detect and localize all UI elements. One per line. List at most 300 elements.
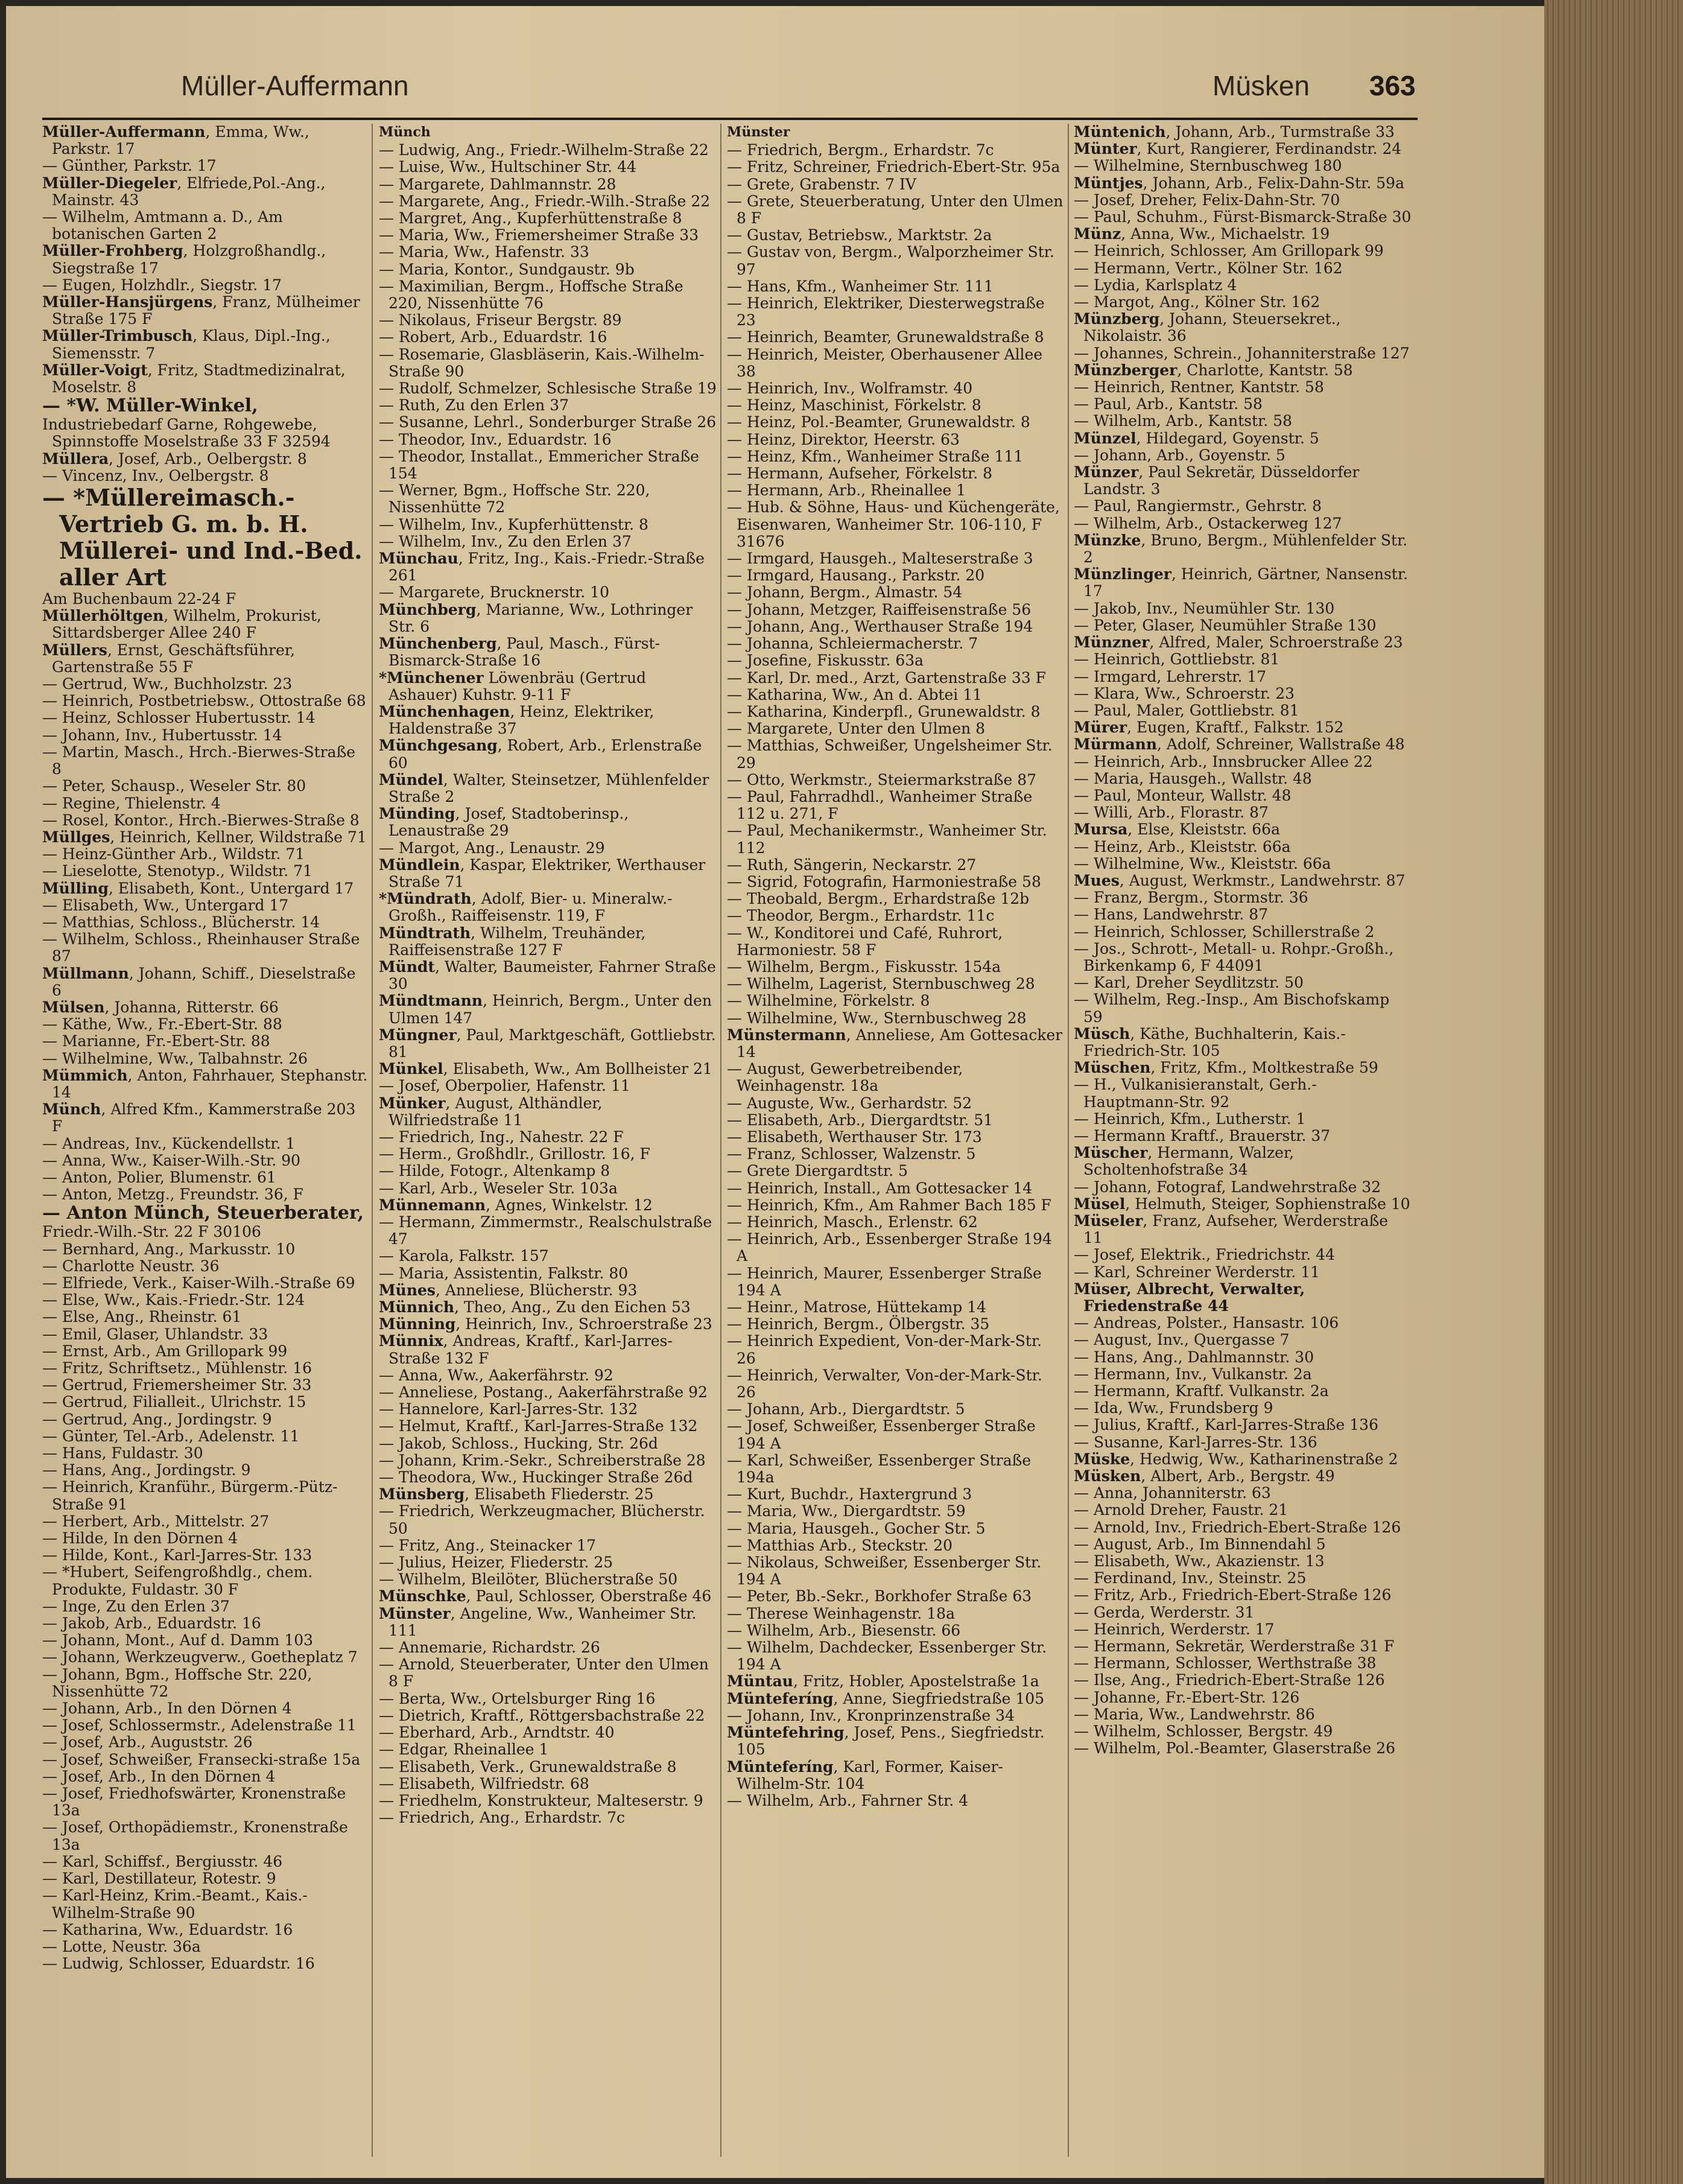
directory-entry: — Gustav von, Bergm., Walporzheimer Str. 97 (727, 243, 1054, 278)
directory-entry: — Ludwig, Schlosser, Eduardstr. 16 (42, 1955, 315, 1973)
directory-entry: — Elisabeth, Ww., Untergard 17 (42, 896, 289, 914)
directory-entry: — Ludwig, Ang., Friedr.-Wilhelm-Straße 22 (379, 141, 709, 159)
directory-entry: Münch, Alfred Kfm., Kammerstraße 203 F (42, 1100, 356, 1135)
directory-entry: — Wilhelm, Pol.-Beamter, Glaserstraße 26 (1074, 1739, 1396, 1757)
directory-entry: — Paul, Maler, Gottliebstr. 81 (1074, 701, 1299, 719)
directory-entry: — W., Konditorei und Café, Ruhrort, Harmoniestr. 58 F (727, 924, 1003, 959)
directory-entry: — Heinrich, Bergm., Ölbergstr. 35 (727, 1315, 990, 1333)
directory-entry: — Jos., Schrott-, Metall- u. Rohpr.-Großh., Birkenkamp 6, F 44091 (1074, 939, 1394, 974)
directory-entry: — Elisabeth, Ww., Akazienstr. 13 (1074, 1552, 1325, 1570)
column-1 (42, 124, 368, 2157)
directory-entry: Müllerhöltgen, Wilhelm, Prokurist, Sittardsberger Allee 240 F (42, 607, 322, 642)
directory-entry: Müntefehring, Josef, Pens., Siegfriedstr. 105 (727, 1724, 1045, 1759)
column-divider (720, 124, 721, 2157)
directory-entry: Münsberg, Elisabeth Fliederstr. 25 (379, 1485, 654, 1503)
directory-entry: Müller-Voigt, Fritz, Stadtmedizinalrat, Moselstr. 8 (42, 361, 346, 396)
directory-entry: — Theobald, Bergm., Erhardstraße 12b (727, 890, 1030, 908)
directory-entry: — Karl, Dreher Seydlitzstr. 50 (1074, 974, 1304, 992)
directory-entry: Mues, August, Werkmstr., Landwehrstr. 87 (1074, 871, 1406, 889)
directory-entry: — Heinrich, Kfm., Lutherstr. 1 (1074, 1109, 1306, 1128)
directory-entry: — Hannelore, Karl-Jarres-Str. 132 (379, 1400, 638, 1418)
directory-entry: — Josef, Dreher, Felix-Dahn-Str. 70 (1074, 191, 1340, 209)
directory-entry: — Andreas, Polster., Hansastr. 106 (1074, 1314, 1339, 1332)
directory-entry: Müngner, Paul, Marktgeschäft, Gottliebstr. 81 (379, 1026, 716, 1061)
directory-entry: — Heinrich, Kfm., Am Rahmer Bach 185 F (727, 1196, 1051, 1214)
directory-entry: — Fritz, Schriftsetz., Mühlenstr. 16 (42, 1359, 312, 1377)
directory-entry: — Karl, Schweißer, Essenberger Straße 194a (727, 1451, 1032, 1487)
directory-entry: — Hermann, Arb., Rheinallee 1 (727, 481, 966, 500)
directory-entry: — Wilhelm, Schloss., Rheinhauser Straße 87 (42, 930, 360, 965)
directory-entry: — Peter, Bb.-Sekr., Borkhofer Straße 63 (727, 1587, 1032, 1605)
directory-entry: — Margarete, Unter den Ulmen 8 (727, 720, 986, 738)
directory-entry: — Matthias Arb., Steckstr. 20 (727, 1536, 953, 1554)
directory-entry: Münzlinger, Heinrich, Gärtner, Nansenstr. 17 (1074, 565, 1408, 600)
directory-entry: — Auguste, Ww., Gerhardstr. 52 (727, 1094, 972, 1112)
directory-entry: — August, Gewerbetreibender, Weinhagenstr. 18a (727, 1060, 963, 1095)
directory-entry: Münker, August, Althändler, Wilfriedstraße 11 (379, 1094, 603, 1129)
directory-entry: — Johann, Metzger, Raiffeisenstraße 56 (727, 600, 1032, 618)
directory-entry: — Else, Ang., Rheinstr. 61 (42, 1308, 242, 1326)
directory-entry: *Mündrath, Adolf, Bier- u. Mineralw.-Großh., Raiffeisenstr. 119, F (379, 890, 673, 925)
directory-entry: Münster, Angeline, Ww., Wanheimer Str. 111 (379, 1604, 697, 1639)
directory-entry: — Nikolaus, Friseur Bergstr. 89 (379, 311, 622, 329)
directory-entry: — Johann, Arb., Goyenstr. 5 (1074, 446, 1285, 464)
directory-entry: — *Hubert, Seifengroßhdlg., chem. Produkte, Fuldastr. 30 F (42, 1563, 313, 1598)
directory-entry: — Hub. & Söhne, Haus- und Küchengeräte, Eisenwaren, Wanheimer Str. 106-110, F 31676 (727, 498, 1060, 550)
directory-entry: — Anton, Metzg., Freundstr. 36, F (42, 1186, 303, 1204)
directory-entry: — Arnold Dreher, Faustr. 21 (1074, 1501, 1288, 1519)
directory-entry: — Heinrich, Beamter, Grunewaldstraße 8 (727, 328, 1044, 346)
column-divider (372, 124, 373, 2157)
directory-entry: Münzer, Paul Sekretär, Düsseldorfer Landstr. 3 (1074, 463, 1360, 498)
directory-entry: — Gertrud, Ang., Jordingstr. 9 (42, 1410, 272, 1428)
directory-entry: — Jakob, Arb., Eduardstr. 16 (42, 1614, 261, 1633)
header-left-entry: Müller-Auffermann (181, 70, 409, 101)
directory-entry: — Grete, Steuerberatung, Unter den Ulmen 8 F (727, 192, 1063, 227)
directory-entry: — Johann, Inv., Hubertusstr. 14 (42, 726, 282, 744)
directory-entry: — Klara, Ww., Schroerstr. 23 (1074, 684, 1295, 702)
directory-entry: — Katharina, Kinderpfl., Grunewaldstr. 8 (727, 702, 1041, 720)
directory-entry: Müllges, Heinrich, Kellner, Wildstraße 71 (42, 828, 367, 846)
directory-entry: — Katharina, Ww., An d. Abtei 11 (727, 685, 983, 703)
directory-entry: — Fritz, Schreiner, Friedrich-Ebert-Str. 95a (727, 158, 1060, 176)
directory-entry: Münzel, Hildegard, Goyenstr. 5 (1074, 429, 1319, 447)
directory-entry: Mursa, Else, Kleiststr. 66a (1074, 821, 1280, 839)
directory-entry: — Heinr., Matrose, Hüttekamp 14 (727, 1298, 987, 1316)
directory-entry: — Paul, Mechanikermstr., Wanheimer Str. 112 (727, 822, 1047, 857)
directory-entry: — Johann, Inv., Kronprinzenstraße 34 (727, 1706, 1015, 1724)
directory-entry: — Josef, Schweißer, Fransecki-straße 15a (42, 1750, 361, 1768)
directory-entry: — Friedrich, Bergm., Erhardstr. 7c (727, 141, 994, 159)
directory-entry: — Theodor, Inv., Eduardstr. 16 (379, 430, 612, 448)
directory-entry: — Emil, Glaser, Uhlandstr. 33 (42, 1325, 268, 1343)
directory-entry: — Andreas, Inv., Kückendellstr. 1 (42, 1134, 296, 1152)
directory-entry: — Gertrud, Ww., Buchholzstr. 23 (42, 675, 293, 693)
column-running-head: Münster (727, 124, 790, 140)
directory-entry: — Wilhelm, Lagerist, Sternbuschweg 28 (727, 975, 1035, 993)
directory-entry: — Josef, Schlossermstr., Adelenstraße 11 (42, 1716, 357, 1735)
directory-entry: Müske, Hedwig, Ww., Katharinenstraße 2 (1074, 1450, 1398, 1468)
directory-entry: — Heinz, Arb., Kleiststr. 66a (1074, 837, 1291, 856)
directory-entry: Münzberg, Johann, Steuersekret., Nikolaistr. 36 (1074, 310, 1341, 345)
directory-entry: — Gertrud, Filialleit., Ulrichstr. 15 (42, 1393, 306, 1411)
directory-entry: Müntau, Fritz, Hobler, Apostelstraße 1a (727, 1672, 1039, 1690)
column-3 (727, 124, 1065, 2157)
directory-entry: — Wilhelm, Inv., Zu den Erlen 37 (379, 532, 632, 550)
directory-entry: — Charlotte Neustr. 36 (42, 1257, 220, 1275)
directory-entry: — Elisabeth, Verk., Grunewaldstraße 8 (379, 1757, 677, 1776)
directory-entry: Müntjes, Johann, Arb., Felix-Dahn-Str. 59a (1074, 174, 1404, 192)
directory-entry: — Margot, Ang., Lenaustr. 29 (379, 839, 605, 857)
column-4 (1074, 124, 1412, 2157)
directory-entry: — Wilhelm, Reg.-Insp., Am Bischofskamp 59 (1074, 991, 1390, 1026)
directory-entry: — Grete, Grabenstr. 7 IV (727, 175, 916, 193)
directory-entry: Münnix, Andreas, Kraftf., Karl-Jarres-Straße 132 F (379, 1332, 673, 1367)
directory-entry: — Irmgard, Hausang., Parkstr. 20 (727, 567, 985, 585)
directory-entry: Münchau, Fritz, Ing., Kais.-Friedr.-Straße 261 (379, 550, 705, 585)
directory-entry: — Annemarie, Richardstr. 26 (379, 1639, 600, 1657)
directory-entry: Münzner, Alfred, Maler, Schroerstraße 23 (1074, 633, 1403, 652)
directory-entry: — Robert, Arb., Eduardstr. 16 (379, 328, 607, 346)
directory-entry: Münzberger, Charlotte, Kantstr. 58 (1074, 361, 1353, 379)
directory-entry: — Hilde, Fotogr., Altenkamp 8 (379, 1162, 610, 1180)
directory-entry: Müllers, Ernst, Geschäftsführer, Gartenstraße 55 F (42, 641, 296, 676)
directory-entry: — Hermann, Kraftf. Vulkanstr. 2a (1074, 1382, 1329, 1400)
directory-entry: Industriebedarf Garne, Rohgewebe, Spinnstoffe Moselstraße 33 F 32594 (42, 416, 331, 451)
directory-entry: Mündlein, Kaspar, Elektriker, Werthauser Straße 71 (379, 856, 706, 890)
directory-entry: — Maria, Ww., Landwehrstr. 86 (1074, 1705, 1315, 1723)
directory-entry: — August, Arb., Im Binnendahl 5 (1074, 1535, 1326, 1553)
directory-entry: — Johannes, Schrein., Johanniterstraße 127 (1074, 344, 1410, 362)
directory-entry: Münteferíng, Anne, Siegfriedstraße 105 (727, 1689, 1045, 1707)
directory-entry: — Friedrich, Ang., Erhardstr. 7c (379, 1809, 626, 1827)
directory-entry: — Josef, Friedhofswärter, Kronenstraße 13a (42, 1785, 346, 1820)
directory-entry: — Friedhelm, Konstrukteur, Malteserstr. 9 (379, 1791, 703, 1809)
directory-entry: Müller-Hansjürgens, Franz, Mülheimer Straße 175 F (42, 293, 360, 328)
directory-entry: — Theodor, Installat., Emmericher Straße 154 (379, 447, 699, 483)
directory-entry: — Ruth, Sängerin, Neckarstr. 27 (727, 856, 977, 874)
directory-entry: — Eugen, Holzhdlr., Siegstr. 17 (42, 276, 282, 294)
directory-entry: — Maria, Hausgeh., Wallstr. 48 (1074, 769, 1312, 787)
directory-entry: — Elisabeth, Werthauser Str. 173 (727, 1128, 982, 1146)
directory-entry: — Hermann, Vertr., Kölner Str. 162 (1074, 259, 1343, 277)
directory-entry: — Eberhard, Arb., Arndtstr. 40 (379, 1724, 615, 1742)
directory-entry: — Günter, Tel.-Arb., Adelenstr. 11 (42, 1427, 300, 1445)
directory-entry: — Heinrich, Schlosser, Schillerstraße 2 (1074, 922, 1375, 941)
directory-entry: — Susanne, Karl-Jarres-Str. 136 (1074, 1433, 1317, 1451)
directory-entry: — Günther, Parkstr. 17 (42, 157, 217, 175)
directory-entry: — Gerda, Werderstr. 31 (1074, 1603, 1255, 1621)
directory-entry: — Lotte, Neustr. 36a (42, 1937, 201, 1955)
directory-entry: Müller-Diegeler, Elfriede,Pol.-Ang., Mainstr. 43 (42, 174, 326, 209)
directory-entry: — Susanne, Lehrl., Sonderburger Straße 26 (379, 413, 717, 431)
directory-entry: — Grete Diergardtstr. 5 (727, 1162, 908, 1180)
directory-entry: — Wilhelmine, Förkelstr. 8 (727, 992, 930, 1010)
directory-entry: Friedr.-Wilh.-Str. 22 F 30106 (42, 1223, 261, 1241)
directory-entry: — Margarete, Dahlmannstr. 28 (379, 175, 616, 193)
directory-entry: — Ferdinand, Inv., Steinstr. 25 (1074, 1569, 1307, 1587)
directory-entry: — Anton, Polier, Blumenstr. 61 (42, 1168, 276, 1186)
directory-entry: — Wilhelmine, Ww., Sternbuschweg 28 (727, 1009, 1027, 1027)
directory-entry: — Gertrud, Friemersheimer Str. 33 (42, 1376, 312, 1394)
directory-entry: — Heinrich, Arb., Innsbrucker Allee 22 (1074, 752, 1373, 770)
directory-entry: — Margret, Ang., Kupferhüttenstraße 8 (379, 209, 682, 227)
directory-entry: — Jakob, Schloss., Hucking, Str. 26d (379, 1434, 658, 1452)
directory-entry: Am Buchenbaum 22-24 F (42, 590, 236, 608)
directory-entry: — Heinrich, Rentner, Kantstr. 58 (1074, 378, 1324, 396)
directory-entry: — Heinrich Expedient, Von-der-Mark-Str. 26 (727, 1332, 1042, 1367)
directory-entry: — Josefine, Fiskusstr. 63a (727, 652, 924, 670)
directory-entry: Münstermann, Anneliese, Am Gottesacker 14 (727, 1026, 1063, 1061)
directory-entry: — Theodor, Bergm., Erhardstr. 11c (727, 907, 995, 925)
directory-entry: — Hilde, In den Dörnen 4 (42, 1529, 238, 1548)
directory-entry: Münschke, Paul, Schlosser, Oberstraße 46 (379, 1587, 712, 1605)
directory-entry: Müser, Albrecht, Verwalter, Friedenstraße 44 (1074, 1280, 1305, 1315)
directory-entry: — Edgar, Rheinallee 1 (379, 1741, 549, 1759)
directory-entry: — Elisabeth, Wilfriedstr. 68 (379, 1774, 589, 1792)
directory-entry: — Johann, Werkzeugverw., Goetheplatz 7 (42, 1648, 358, 1666)
directory-entry: — Willi, Arb., Florastr. 87 (1074, 804, 1269, 822)
directory-entry: — Fritz, Ang., Steinacker 17 (379, 1536, 596, 1554)
directory-entry: Müllera, Josef, Arb., Oelbergstr. 8 (42, 449, 307, 468)
directory-entry: — Friedrich, Ing., Nahestr. 22 F (379, 1128, 624, 1146)
directory-entry: — Jakob, Inv., Neumühler Str. 130 (1074, 599, 1335, 617)
directory-entry: Münnemann, Agnes, Winkelstr. 12 (379, 1196, 653, 1214)
directory-entry: — Karl, Schiffsf., Bergiusstr. 46 (42, 1852, 283, 1870)
directory-entry: Mündel, Walter, Steinsetzer, Mühlenfelder Straße 2 (379, 770, 709, 805)
directory-entry: — Berta, Ww., Ortelsburger Ring 16 (379, 1689, 656, 1707)
directory-entry: — H., Vulkanisieranstalt, Gerh.-Hauptmann-Str. 92 (1074, 1076, 1317, 1111)
directory-entry: — Wilhelm, Arb., Kantstr. 58 (1074, 412, 1293, 430)
directory-entry: — Herbert, Arb., Mittelstr. 27 (42, 1512, 270, 1530)
directory-entry: — Matthias, Schloss., Blücherstr. 14 (42, 913, 320, 931)
directory-entry: — Käthe, Ww., Fr.-Ebert-Str. 88 (42, 1015, 282, 1033)
directory-entry: — Dietrich, Kraftf., Röttgersbachstraße 22 (379, 1706, 705, 1724)
directory-entry: — Fritz, Arb., Friedrich-Ebert-Straße 126 (1074, 1586, 1392, 1604)
directory-entry: — Anton Münch, Steuerberater, (42, 1202, 364, 1224)
directory-entry: — Karl, Destillateur, Rotestr. 9 (42, 1870, 276, 1888)
directory-entry: — Maria, Ww., Friemersheimer Straße 33 (379, 226, 699, 244)
directory-entry: — Heinrich, Verwalter, Von-der-Mark-Str. 26 (727, 1366, 1042, 1402)
directory-entry: — Wilhelmine, Sternbuschweg 180 (1074, 157, 1342, 175)
directory-entry: — Rudolf, Schmelzer, Schlesische Straße 19 (379, 379, 717, 398)
directory-entry: — Hermann, Aufseher, Förkelstr. 8 (727, 465, 993, 483)
directory-entry: — Arnold, Inv., Friedrich-Ebert-Straße 126 (1074, 1518, 1401, 1536)
directory-entry: — Wilhelm, Schlosser, Bergstr. 49 (1074, 1722, 1333, 1741)
directory-entry: — Franz, Bergm., Stormstr. 36 (1074, 889, 1308, 907)
directory-entry: — Lydia, Karlsplatz 4 (1074, 276, 1237, 294)
directory-page (6, 6, 1544, 2178)
directory-entry: — Johann, Fotograf, Landwehrstraße 32 (1074, 1178, 1381, 1196)
directory-entry: — Wilhelm, Dachdecker, Essenberger Str. 194 A (727, 1639, 1047, 1674)
directory-entry: — Heinz, Direktor, Heerstr. 63 (727, 430, 960, 448)
directory-entry: — Wilhelmine, Ww., Talbahnstr. 26 (42, 1049, 308, 1067)
directory-entry: — Helmut, Kraftf., Karl-Jarres-Straße 132 (379, 1417, 698, 1435)
directory-entry: Münning, Heinrich, Inv., Schroerstraße 23 (379, 1315, 712, 1333)
directory-entry: Müscher, Hermann, Walzer, Scholtenhofstraße 34 (1074, 1144, 1295, 1179)
directory-entry: Mülsen, Johanna, Ritterstr. 66 (42, 998, 279, 1016)
page-header (42, 63, 1418, 120)
directory-entry: — Johann, Ang., Werthauser Straße 194 (727, 617, 1033, 635)
directory-entry: — Hans, Fuldastr. 30 (42, 1444, 203, 1462)
directory-entry: — Josef, Schweißer, Essenberger Straße 194 A (727, 1417, 1036, 1452)
directory-entry: Mündt, Walter, Baumeister, Fahrner Straße 30 (379, 957, 716, 993)
header-right-entry: Müsken (1212, 70, 1310, 101)
directory-entry: — Hermann, Sekretär, Werderstraße 31 F (1074, 1637, 1395, 1655)
directory-entry: — Wilhelm, Arb., Fahrner Str. 4 (727, 1791, 969, 1809)
directory-entry: — Margot, Ang., Kölner Str. 162 (1074, 293, 1320, 311)
directory-entry: — Anna, Johanniterstr. 63 (1074, 1484, 1271, 1502)
directory-entry: — Ernst, Arb., Am Grillopark 99 (42, 1342, 288, 1360)
directory-entry: Münchenhagen, Heinz, Elektriker, Haldenstraße 37 (379, 702, 654, 738)
directory-entry: — Heinrich, Meister, Oberhausener Allee 38 (727, 345, 1043, 380)
directory-entry: — Josef, Orthopädiemstr., Kronenstraße 13a (42, 1818, 348, 1853)
directory-entry: — Otto, Werkmstr., Steiermarkstraße 87 (727, 770, 1037, 789)
directory-entry: — Hermann Kraftf., Brauerstr. 37 (1074, 1126, 1331, 1144)
directory-entry: — Inge, Zu den Erlen 37 (42, 1597, 230, 1615)
directory-entry: Münchenberg, Paul, Masch., Fürst-Bismarck-Straße 16 (379, 635, 661, 670)
directory-entry: — Anna, Ww., Aakerfährstr. 92 (379, 1366, 613, 1384)
directory-entry: — Else, Ww., Kais.-Friedr.-Str. 124 (42, 1291, 305, 1309)
directory-entry: — Josef, Elektrik., Friedrichstr. 44 (1074, 1246, 1335, 1264)
directory-entry: Müseler, Franz, Aufseher, Werderstraße 11 (1074, 1212, 1389, 1247)
directory-entry: — Heinrich, Maurer, Essenberger Straße 194 A (727, 1264, 1042, 1299)
directory-entry: — Hans, Ang., Dahlmannstr. 30 (1074, 1348, 1314, 1366)
directory-entry: Müller-Frohberg, Holzgroßhandlg., Siegstraße 17 (42, 242, 326, 277)
directory-entry: — Maria, Kontor., Sundgaustr. 9b (379, 260, 635, 278)
directory-entry: — Wilhelm, Inv., Kupferhüttenstr. 8 (379, 515, 648, 533)
directory-entry: — Matthias, Schweißer, Ungelsheimer Str. 29 (727, 737, 1053, 772)
directory-entry: — Ruth, Zu den Erlen 37 (379, 396, 569, 414)
directory-entry: — Katharina, Ww., Eduardstr. 16 (42, 1920, 293, 1938)
directory-entry: Münchberg, Marianne, Ww., Lothringer Str. 6 (379, 600, 693, 635)
directory-entry: — Heinz, Kfm., Wanheimer Straße 111 (727, 447, 1024, 465)
directory-entry: Müllmann, Johann, Schiff., Dieselstraße 6 (42, 964, 356, 999)
directory-entry: — August, Inv., Quergasse 7 (1074, 1331, 1290, 1349)
column-divider (1068, 124, 1069, 2157)
book-page-edges (1544, 0, 1683, 2184)
directory-entry: Mümmich, Anton, Fahrhauer, Stephanstr. 14 (42, 1066, 368, 1101)
directory-entry: Müsel, Helmuth, Steiger, Sophienstraße 10 (1074, 1195, 1410, 1213)
directory-entry: — *Müllereimasch.-Vertrieb G. m. b. H. Müllerei- und Ind.-Bed. aller Art (42, 484, 363, 591)
directory-entry: — Johann, Mont., Auf d. Damm 103 (42, 1631, 314, 1649)
directory-entry: Mürer, Eugen, Kraftf., Falkstr. 152 (1074, 719, 1344, 737)
directory-entry: *Münchener Löwenbräu (Gertrud Ashauer) Kuhstr. 9-11 F (379, 668, 647, 703)
directory-entry: — Anneliese, Postang., Aakerfährstraße 92 (379, 1383, 708, 1402)
directory-entry: — Maria, Ww., Hafenstr. 33 (379, 243, 589, 261)
directory-entry: — Arnold, Steuerberater, Unter den Ulmen 8 F (379, 1655, 709, 1690)
directory-entry: — Therese Weinhagenstr. 18a (727, 1604, 955, 1622)
directory-entry: — Peter, Schausp., Weseler Str. 80 (42, 777, 306, 795)
directory-entry: — Wilhelm, Bleilöter, Blücherstraße 50 (379, 1570, 678, 1589)
directory-entry: Müntenich, Johann, Arb., Turmstraße 33 (1074, 124, 1395, 141)
directory-entry: — Martin, Masch., Hrch.-Bierwes-Straße 8 (42, 743, 356, 778)
column-2 (379, 124, 717, 2157)
directory-entry: — Bernhard, Ang., Markusstr. 10 (42, 1240, 296, 1258)
column-running-head: Münch (379, 124, 431, 140)
directory-entry: — Julius, Heizer, Fliederstr. 25 (379, 1554, 613, 1572)
directory-entry: Münnich, Theo, Ang., Zu den Eichen 53 (379, 1298, 691, 1316)
directory-entry: — Heinrich, Install., Am Gottesacker 14 (727, 1179, 1033, 1197)
directory-entry: — Friedrich, Werkzeugmacher, Blücherstr. 50 (379, 1502, 705, 1537)
directory-entry: — Julius, Kraftf., Karl-Jarres-Straße 136 (1074, 1416, 1378, 1434)
directory-entry: — Heinrich, Postbetriebsw., Ottostraße 68 (42, 692, 366, 710)
directory-entry: — Johanna, Schleiermacherstr. 7 (727, 635, 978, 653)
directory-entry: — Margarete, Brucknerstr. 10 (379, 583, 609, 602)
directory-entry: — Elisabeth, Arb., Diergardtstr. 51 (727, 1111, 994, 1129)
directory-entry: Münkel, Elisabeth, Ww., Am Bollheister 21 (379, 1060, 712, 1078)
directory-entry: Münzke, Bruno, Bergm., Mühlenfelder Str. 2 (1074, 531, 1408, 567)
directory-entry: — Heinrich, Masch., Erlenstr. 62 (727, 1213, 978, 1231)
directory-entry: — Johann, Krim.-Sekr., Schreiberstraße 28 (379, 1451, 706, 1469)
directory-entry: Müller-Trimbusch, Klaus, Dipl.-Ing., Siemensstr. 7 (42, 327, 331, 362)
directory-entry: — Heinrich, Arb., Essenberger Straße 194 A (727, 1230, 1052, 1265)
directory-entry: — Wilhelm, Amtmann a. D., Am botanischen Garten 2 (42, 208, 283, 243)
directory-entry: — *W. Müller-Winkel, (42, 395, 258, 417)
directory-entry: — Heinrich, Elektriker, Diesterwegstraße 23 (727, 294, 1045, 329)
directory-entry: — Marianne, Fr.-Ebert-Str. 88 (42, 1032, 270, 1050)
directory-entry: — Gustav, Betriebsw., Marktstr. 2a (727, 226, 992, 244)
directory-entry: — Paul, Monteur, Wallstr. 48 (1074, 786, 1292, 804)
directory-entry: — Anna, Ww., Kaiser-Wilh.-Str. 90 (42, 1151, 301, 1169)
directory-entry: — Sigrid, Fotografin, Harmoniestraße 58 (727, 872, 1041, 890)
directory-entry: — Josef, Arb., Auguststr. 26 (42, 1733, 253, 1751)
directory-entry: Münding, Josef, Stadtoberinsp., Lenaustraße 29 (379, 805, 629, 840)
directory-entry: — Paul, Rangiermstr., Gehrstr. 8 (1074, 497, 1322, 515)
directory-entry: — Hermann, Zimmermstr., Realschulstraße 47 (379, 1213, 712, 1248)
directory-entry: — Vincenz, Inv., Oelbergstr. 8 (42, 466, 269, 484)
directory-entry: — Irmgard, Hausgeh., Malteserstraße 3 (727, 550, 1033, 568)
directory-entry: — Maria, Ww., Diergardtstr. 59 (727, 1502, 966, 1520)
directory-entry: Mürmann, Adolf, Schreiner, Wallstraße 48 (1074, 735, 1405, 754)
directory-entry: Mündtrath, Wilhelm, Treuhänder, Raiffeisenstraße 127 F (379, 924, 646, 959)
directory-entry: — Karola, Falkstr. 157 (379, 1247, 549, 1265)
directory-entry: Mündtmann, Heinrich, Bergm., Unter den Ulmen 147 (379, 992, 712, 1027)
directory-entry: — Luise, Ww., Hultschiner Str. 44 (379, 158, 636, 176)
directory-entry: — Heinrich, Werderstr. 17 (1074, 1620, 1275, 1638)
directory-entry: — Heinrich, Inv., Wolframstr. 40 (727, 379, 973, 398)
page-number: 363 (1369, 70, 1416, 101)
directory-entry: Müschen, Fritz, Kfm., Moltkestraße 59 (1074, 1059, 1378, 1077)
directory-entry: — Theodora, Ww., Huckinger Straße 26d (379, 1468, 693, 1487)
directory-entry: — Hermann, Inv., Vulkanstr. 2a (1074, 1365, 1312, 1383)
directory-entry: — Karl, Schreiner Werderstr. 11 (1074, 1263, 1320, 1281)
directory-entry: — Hilde, Kont., Karl-Jarres-Str. 133 (42, 1546, 312, 1564)
directory-entry: Müsken, Albert, Arb., Bergstr. 49 (1074, 1467, 1335, 1485)
directory-entry: — Johann, Bergm., Almastr. 54 (727, 583, 963, 602)
directory-entry: — Heinrich, Gottliebstr. 81 (1074, 650, 1280, 668)
directory-entry: — Maximilian, Bergm., Hoffsche Straße 220, Nissenhütte 76 (379, 277, 683, 313)
directory-entry: — Hans, Ang., Jordingstr. 9 (42, 1461, 251, 1479)
directory-entry: — Heinz, Schlosser Hubertusstr. 14 (42, 709, 315, 727)
directory-entry: — Hans, Kfm., Wanheimer Str. 111 (727, 277, 994, 295)
directory-entry: — Karl, Arb., Weseler Str. 103a (379, 1179, 618, 1197)
directory-entry: — Wilhelm, Bergm., Fiskusstr. 154a (727, 957, 1001, 976)
directory-entry: — Wilhelm, Arb., Biesenstr. 66 (727, 1621, 961, 1639)
directory-entry: Mülling, Elisabeth, Kont., Untergard 17 (42, 879, 354, 897)
directory-entry: — Wilhelm, Arb., Ostackerweg 127 (1074, 514, 1342, 532)
directory-entry: Münz, Anna, Ww., Michaelstr. 19 (1074, 225, 1330, 243)
directory-entry: — Ida, Ww., Frundsberg 9 (1074, 1399, 1273, 1417)
directory-entry: — Herm., Großhdlr., Grillostr. 16, F (379, 1145, 650, 1163)
directory-entry: — Lieselotte, Stenotyp., Wildstr. 71 (42, 862, 312, 880)
directory-entry: — Regine, Thielenstr. 4 (42, 794, 221, 812)
directory-entry: — Wilhelmine, Ww., Kleiststr. 66a (1074, 854, 1331, 872)
directory-entry: — Heinz, Pol.-Beamter, Grunewaldstr. 8 (727, 413, 1030, 431)
directory-entry: Müsch, Käthe, Buchhalterin, Kais.-Friedrich-Str. 105 (1074, 1024, 1346, 1059)
directory-entry: Müller-Auffermann, Emma, Ww., Parkstr. 17 (42, 124, 309, 158)
directory-entry: — Werner, Bgm., Hoffsche Str. 220, Nissenhütte 72 (379, 481, 650, 516)
